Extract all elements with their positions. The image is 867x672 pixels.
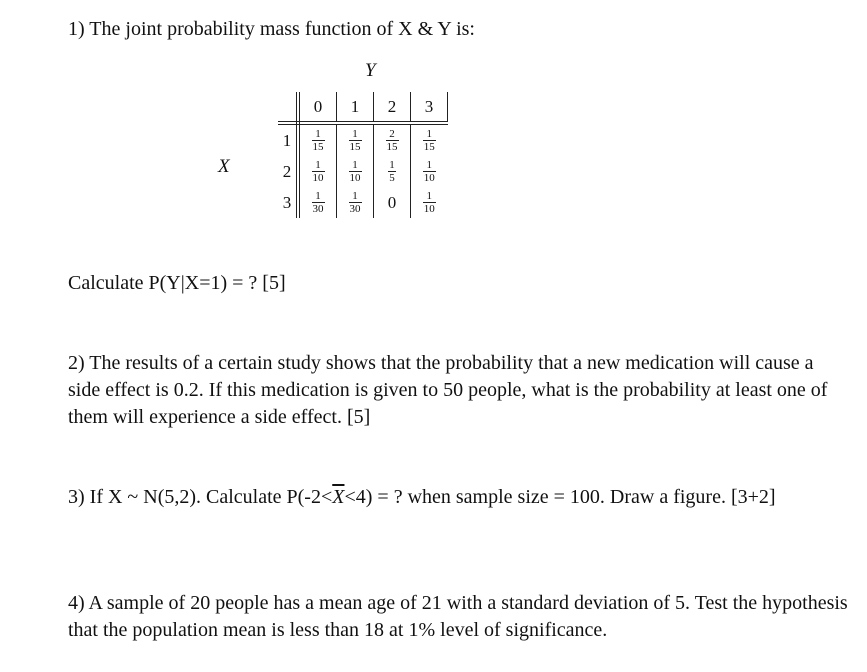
pmf-cell: $\frac{1}{15}$: [337, 123, 374, 156]
joint-pmf-table: [278, 92, 448, 218]
pmf-row-header: 2: [278, 156, 298, 187]
question-3-part2: <4) = ? when sample size = 100. Draw a figure. [3+2]: [344, 486, 776, 508]
pmf-cell: $\frac{1}{5}$: [374, 156, 411, 187]
pmf-cell: 0: [374, 187, 411, 218]
pmf-header-row: [278, 92, 448, 123]
pmf-row: [278, 123, 448, 156]
pmf-cell: $\frac{1}{15}$: [298, 123, 337, 156]
pmf-cell: $\frac{2}{15}$: [374, 123, 411, 156]
pmf-col-header: 2: [374, 92, 411, 123]
pmf-row: [278, 187, 448, 218]
question-3: [68, 484, 848, 511]
question-2: 2) The results of a certain study shows that the probability that a new medication will cause a side effect is 0.2. If this medication is given to 50 people, what is the probability at least one of them will experience a side effect. [5]: [68, 352, 828, 428]
question-3-part1: 3) If X ~ N(5,2). Calculate P(-2<: [68, 486, 333, 508]
pmf-cell: $\frac{1}{10}$: [423, 159, 435, 184]
question-1-calculate: Calculate P(Y|X=1) = ? [5]: [68, 272, 286, 294]
pmf-cell: $\frac{1}{10}$: [298, 156, 337, 187]
pmf-row-header: 3: [278, 187, 298, 218]
pmf-cell: $\frac{1}{30}$: [298, 187, 337, 218]
pmf-row-header: 1: [278, 123, 298, 156]
pmf-corner: [278, 92, 298, 123]
x-bar-symbol: $\overline{X}$: [332, 486, 345, 508]
pmf-col-header: 0: [298, 92, 337, 123]
pmf-row: [278, 156, 448, 187]
pmf-cell: $\frac{1}{30}$: [337, 187, 374, 218]
question-4: 4) A sample of 20 people has a mean age of 21 with a standard deviation of 5. Test the hypothesis that the population mean is less than 18 at 1% level of significance.: [68, 592, 848, 641]
question-1-title: 1) The joint probability mass function of X & Y is:: [68, 18, 475, 40]
pmf-cell: $\frac{1}{10}$: [423, 190, 435, 215]
pmf-cell: $\frac{1}{10}$: [337, 156, 374, 187]
y-variable-label: Y: [365, 60, 376, 81]
pmf-col-header: 1: [337, 92, 374, 123]
x-variable-label: X: [218, 156, 230, 177]
pmf-cell: $\frac{1}{15}$: [423, 128, 435, 153]
pmf-col-header: 3: [411, 92, 448, 123]
